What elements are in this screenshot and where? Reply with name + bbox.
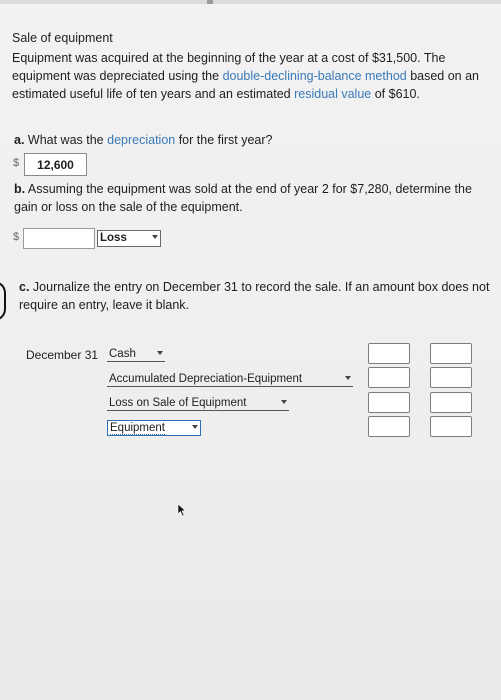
journal-account-value-2: Accumulated Depreciation-Equipment bbox=[109, 373, 303, 385]
journal-account-select-2[interactable] bbox=[107, 372, 353, 387]
question-a-text-2: for the first year? bbox=[175, 133, 273, 147]
problem-text-2: based on an estimated useful life of ten years and an estimated bbox=[12, 69, 480, 101]
gain-loss-amount-input[interactable] bbox=[23, 228, 95, 249]
question-a-letter: a. bbox=[14, 133, 25, 147]
ddb-method-link[interactable]: double-declining-balance method bbox=[222, 69, 407, 83]
journal-account-value-3: Loss on Sale of Equipment bbox=[109, 397, 247, 409]
debit-amount-1[interactable] bbox=[368, 343, 410, 364]
credit-amount-3[interactable] bbox=[430, 392, 472, 413]
chevron-down-icon bbox=[345, 376, 351, 380]
journal-account-value-4: Equipment bbox=[110, 422, 165, 434]
question-c-text: Journalize the entry on December 31 to record the sale. If an amount box does not require an entry, leave it blank. bbox=[19, 280, 490, 312]
chevron-down-icon bbox=[192, 425, 198, 429]
question-a bbox=[14, 131, 273, 149]
debit-amount-4[interactable] bbox=[368, 416, 410, 437]
depreciation-link[interactable]: depreciation bbox=[107, 133, 176, 147]
credit-amount-2[interactable] bbox=[430, 367, 472, 388]
credit-amount-4[interactable] bbox=[430, 416, 472, 437]
question-b-letter: b. bbox=[14, 182, 26, 196]
journal-account-value-1: Cash bbox=[109, 348, 136, 360]
question-b-text: Assuming the equipment was sold at the end of year 2 for $7,280, determine the gain or loss on the sale of the equipment. bbox=[14, 182, 472, 214]
side-bracket bbox=[0, 281, 6, 321]
journal-date: December 31 bbox=[26, 348, 99, 362]
depreciation-answer-field[interactable]: 12,600 bbox=[24, 153, 87, 176]
chevron-down-icon bbox=[157, 351, 163, 355]
problem-text-3: of $610. bbox=[371, 87, 420, 101]
question-b bbox=[14, 180, 492, 216]
journal-account-select-3[interactable] bbox=[107, 396, 289, 411]
chevron-down-icon bbox=[281, 400, 287, 404]
chevron-down-icon bbox=[152, 235, 158, 239]
top-strip bbox=[0, 0, 501, 4]
journal-account-select-4[interactable] bbox=[107, 420, 201, 436]
gain-loss-select-value: Loss bbox=[100, 232, 127, 244]
debit-amount-3[interactable] bbox=[368, 392, 410, 413]
problem-statement bbox=[12, 49, 490, 103]
problem-text-1: Equipment was acquired at the beginning of the year at a cost of $31,500. The equipment was depreciated using the bbox=[12, 51, 446, 83]
question-a-text-1: What was the bbox=[24, 133, 108, 147]
question-c-letter: c. bbox=[19, 280, 30, 294]
currency-symbol-a: $ bbox=[13, 157, 20, 169]
gain-loss-select[interactable] bbox=[97, 230, 161, 247]
mouse-cursor-icon bbox=[177, 503, 187, 517]
residual-value-link[interactable]: residual value bbox=[294, 87, 372, 101]
journal-account-select-1[interactable] bbox=[107, 347, 165, 362]
top-marker bbox=[207, 0, 213, 4]
debit-amount-2[interactable] bbox=[368, 367, 410, 388]
credit-amount-1[interactable] bbox=[430, 343, 472, 364]
question-c bbox=[19, 278, 497, 314]
currency-symbol-b: $ bbox=[13, 231, 20, 243]
problem-title: Sale of equipment bbox=[12, 31, 113, 45]
